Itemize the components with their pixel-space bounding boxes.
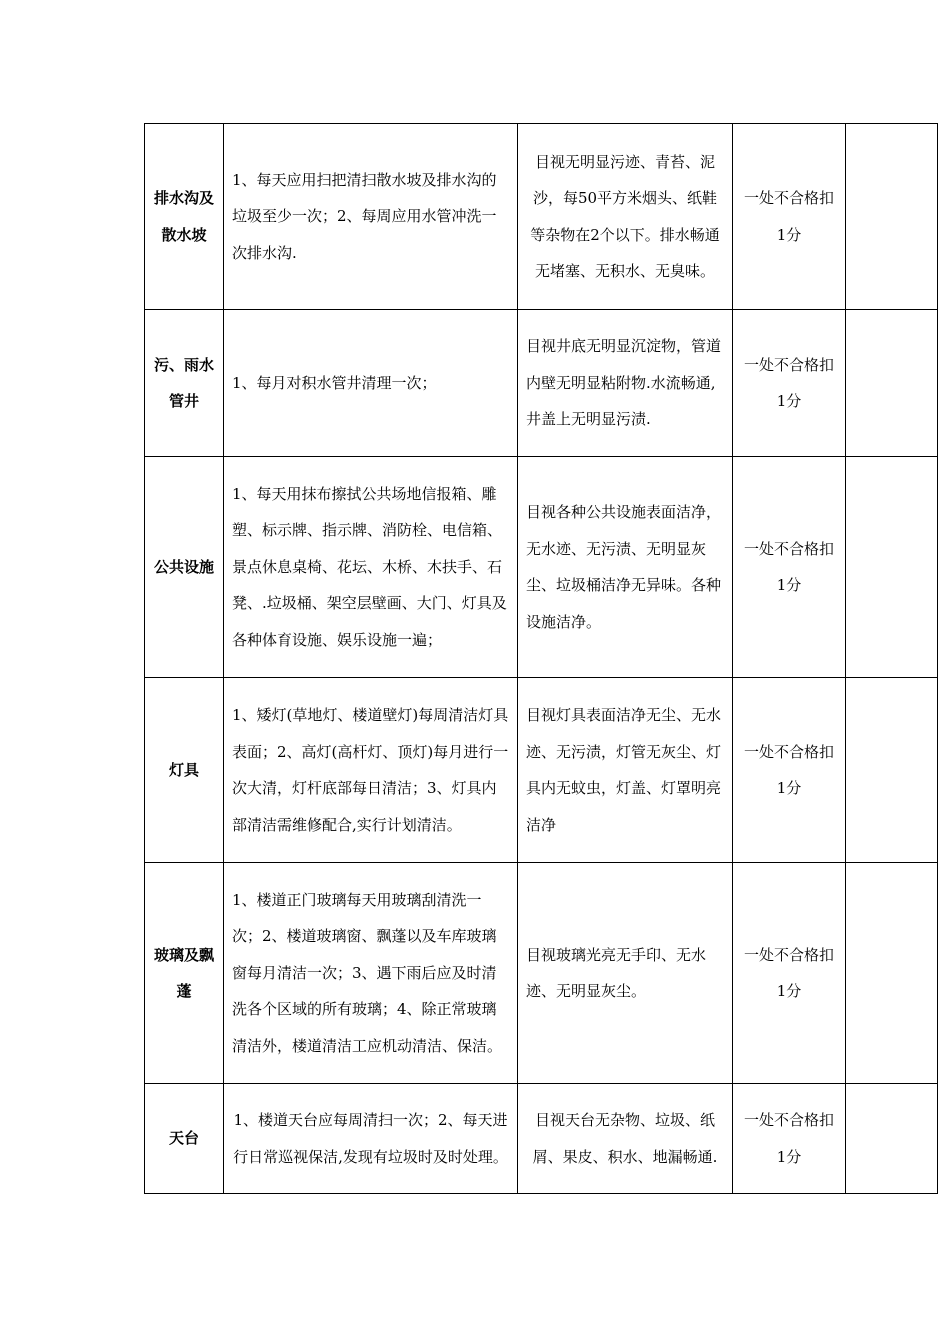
item-content: 1、每天用抹布擦拭公共场地信报箱、雕塑、标示牌、指示牌、消防栓、电信箱、景点休息桌椅、花坛、木桥、木扶手、石凳、.垃圾桶、架空层壁画、大门、灯具及各种体育设施、娱乐设施一遍； bbox=[224, 457, 518, 678]
item-remark bbox=[846, 1084, 938, 1194]
item-deduction: 一处不合格扣1分 bbox=[733, 310, 846, 457]
item-deduction: 一处不合格扣1分 bbox=[733, 1084, 846, 1194]
item-content: 1、矮灯(草地灯、楼道壁灯)每周清洁灯具表面；2、高灯(高杆灯、顶灯)每月进行一次大清，灯杆底部每日清洁；3、灯具内部清洁需维修配合,实行计划清洁。 bbox=[224, 678, 518, 863]
item-name: 天台 bbox=[145, 1084, 224, 1194]
item-deduction: 一处不合格扣1分 bbox=[733, 124, 846, 310]
item-standard: 目视井底无明显沉淀物，管道内壁无明显粘附物.水流畅通,井盖上无明显污渍. bbox=[518, 310, 733, 457]
item-standard: 目视天台无杂物、垃圾、纸屑、果皮、积水、地漏畅通. bbox=[518, 1084, 733, 1194]
table-row bbox=[145, 863, 938, 1084]
item-name: 污、雨水管井 bbox=[145, 310, 224, 457]
item-name: 灯具 bbox=[145, 678, 224, 863]
item-standard: 目视无明显污迹、青苔、泥沙，每50平方米烟头、纸鞋等杂物在2个以下。排水畅通无堵塞、无积水、无臭味。 bbox=[518, 124, 733, 310]
table-row bbox=[145, 124, 938, 310]
cleaning-standard-table bbox=[144, 123, 938, 1194]
table-row bbox=[145, 678, 938, 863]
item-deduction: 一处不合格扣1分 bbox=[733, 457, 846, 678]
item-content: 1、楼道天台应每周清扫一次；2、每天进行日常巡视保洁,发现有垃圾时及时处理。 bbox=[224, 1084, 518, 1194]
item-remark bbox=[846, 124, 938, 310]
item-deduction: 一处不合格扣1分 bbox=[733, 863, 846, 1084]
item-standard: 目视灯具表面洁净无尘、无水迹、无污渍，灯管无灰尘、灯具内无蚊虫，灯盖、灯罩明亮洁净 bbox=[518, 678, 733, 863]
item-remark bbox=[846, 457, 938, 678]
item-content: 1、每月对积水管井清理一次； bbox=[224, 310, 518, 457]
item-remark bbox=[846, 863, 938, 1084]
item-remark bbox=[846, 310, 938, 457]
item-standard: 目视玻璃光亮无手印、无水迹、无明显灰尘。 bbox=[518, 863, 733, 1084]
item-name: 玻璃及飘蓬 bbox=[145, 863, 224, 1084]
item-remark bbox=[846, 678, 938, 863]
item-deduction: 一处不合格扣1分 bbox=[733, 678, 846, 863]
item-content: 1、每天应用扫把清扫散水坡及排水沟的垃圾至少一次；2、每周应用水管冲洗一次排水沟. bbox=[224, 124, 518, 310]
item-standard: 目视各种公共设施表面洁净，无水迹、无污渍、无明显灰尘、垃圾桶洁净无异味。各种设施洁净。 bbox=[518, 457, 733, 678]
table-row bbox=[145, 457, 938, 678]
item-content: 1、楼道正门玻璃每天用玻璃刮清洗一次；2、楼道玻璃窗、飘蓬以及车库玻璃窗每月清洁一次；3、遇下雨后应及时清洗各个区域的所有玻璃；4、除正常玻璃清洁外，楼道清洁工应机动清洁、保洁。 bbox=[224, 863, 518, 1084]
table-row bbox=[145, 1084, 938, 1194]
table-row bbox=[145, 310, 938, 457]
item-name: 排水沟及散水坡 bbox=[145, 124, 224, 310]
item-name: 公共设施 bbox=[145, 457, 224, 678]
